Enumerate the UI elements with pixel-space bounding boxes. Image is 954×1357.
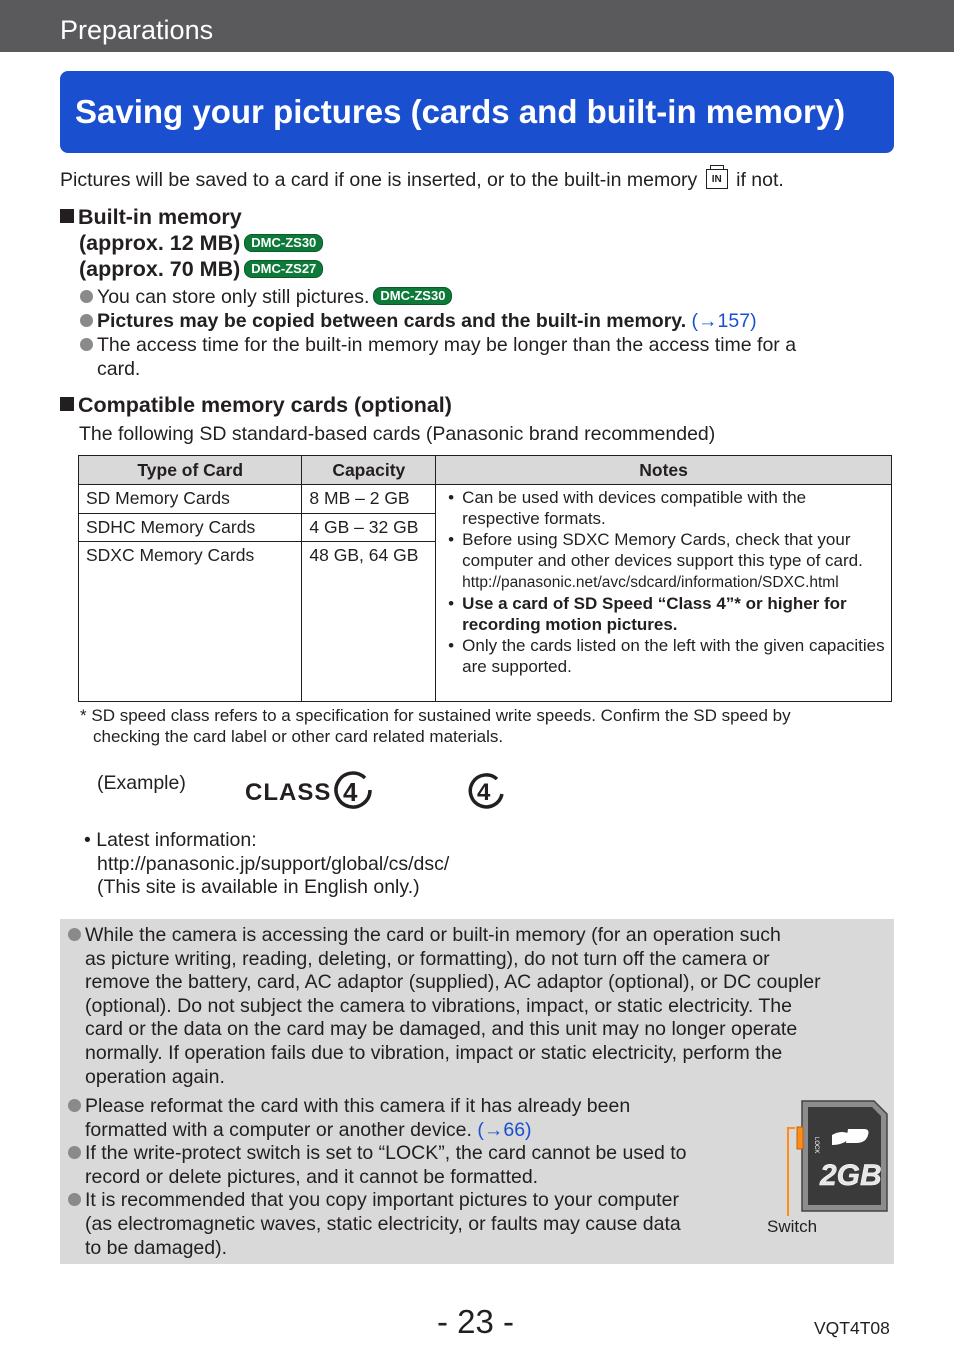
document-code: VQT4T08 [814, 1318, 890, 1338]
sd-card-illustration [788, 1099, 890, 1220]
page-title: Saving your pictures (cards and built-in memory) [75, 93, 846, 130]
table-cell-type: SDHC Memory Cards [79, 514, 302, 542]
builtin-memory-heading: Built-in memory [60, 204, 242, 230]
example-label: (Example) [97, 772, 186, 794]
table-cell-notes [436, 485, 892, 702]
bullet-dot-icon [80, 338, 93, 351]
speed-class-4-icon [468, 772, 506, 815]
note-item: • Before using SDXC Memory Cards, check that your computer and other devices support this type of card. http://panasonic.net/avc/sdcard/information/SDXC.html [444, 529, 885, 593]
page-ref-link[interactable]: (→66) [477, 1118, 532, 1141]
table-cell-type: SDXC Memory Cards [79, 542, 302, 702]
builtin-zs30-capacity: (approx. 12 MB) DMC-ZS30 [79, 230, 323, 256]
square-bullet-icon [60, 397, 74, 411]
bullet-dot-icon [68, 1193, 81, 1206]
model-badge: DMC-ZS30 [373, 287, 452, 305]
page-number: - 23 - [437, 1303, 515, 1340]
speed-class-footnote: * SD speed class refers to a specification for sustained write speeds. Confirm the SD speed by checking the card label or other card related materials. [80, 706, 791, 746]
page-ref-link[interactable]: (→157) [691, 310, 757, 332]
table-cell-capacity: 48 GB, 64 GB [302, 542, 436, 702]
builtin-bullet-access-cont: card. [97, 358, 141, 380]
bullet-dot-icon [80, 290, 93, 303]
write-protect-switch-icon [797, 1127, 803, 1149]
table-cell-type: SD Memory Cards [79, 485, 302, 514]
model-badge: DMC-ZS30 [244, 234, 323, 252]
compatible-cards-heading: Compatible memory cards (optional) [60, 392, 452, 418]
square-bullet-icon [60, 209, 74, 223]
page-title-box [60, 71, 894, 153]
model-badge: DMC-ZS27 [244, 260, 323, 278]
builtin-bullet-access: The access time for the built-in memory may be longer than the access time for a [80, 333, 796, 357]
note-item: • Only the cards listed on the left with the given capacities are supported. [444, 635, 885, 677]
builtin-bullet-copy: Pictures may be copied between cards and the built-in memory. (→157) [80, 309, 757, 333]
english-only-note: (This site is available in English only.) [97, 876, 420, 898]
note-item: • Use a card of SD Speed “Class 4”* or higher for recording motion pictures. [444, 593, 885, 635]
built-in-memory-icon: IN [706, 169, 728, 189]
bullet-dot-icon [68, 1146, 81, 1159]
sdxc-url[interactable]: http://panasonic.net/avc/sdcard/information/SDXC.html [462, 574, 839, 591]
class-num: 4 [343, 777, 358, 807]
section-title: Preparations [60, 15, 214, 45]
latest-info-label: • Latest information: [84, 829, 257, 851]
builtin-bullet-still: You can store only still pictures. DMC-ZS30 [80, 285, 452, 309]
notice-paragraph-reformat: Please reformat the card with this camera if it has already been formatted with a computer or another device. (→66) If the write-protect switch is set to “LOCK”, the card cannot be used to record or delete pictures, and it cannot be formatted. It is recommended that you copy important pictures to your computer (as electromagnetic waves, static electricity, or faults may cause data to be damaged). [68, 1095, 687, 1260]
builtin-zs27-capacity: (approx. 70 MB) DMC-ZS27 [79, 256, 323, 282]
bullet-dot-icon [68, 1099, 81, 1112]
switch-leader-line [785, 1126, 797, 1218]
bullet-dot-icon [68, 928, 81, 941]
intro-text: Pictures will be saved to a card if one is inserted, or to the built-in memory IN if not. [60, 169, 784, 191]
note-item: • Can be used with devices compatible with the respective formats. [444, 487, 885, 529]
table-cell-capacity: 4 GB – 32 GB [302, 514, 436, 542]
card-compatibility-table [78, 455, 892, 702]
capacity-text: 2GB [820, 1159, 882, 1192]
column-header: Notes [436, 456, 892, 485]
class4-logo-icon [245, 770, 375, 817]
column-header: Type of Card [79, 456, 302, 485]
lock-text: LOCK [813, 1137, 819, 1154]
class-text: CLASS [245, 779, 332, 806]
bullet-dot-icon [80, 314, 93, 327]
notice-paragraph-access: While the camera is accessing the card or built-in memory (for an operation such as picture writing, reading, deleting, or formatting), do not turn off the camera or remove the battery, card, AC adaptor (supplied), AC adaptor (optional), or DC coupler (optional). Do not subject the camera to vibrations, impact, or static electricity. The card or the data on the card may be damaged, and this unit may no longer operate normally. If operation fails due to vibration, impact or static electricity, perform the operation again. [68, 924, 821, 1089]
switch-label: Switch [767, 1217, 818, 1236]
support-url[interactable]: http://panasonic.jp/support/global/cs/dsc/ [97, 853, 450, 875]
compatible-intro: The following SD standard-based cards (Panasonic brand recommended) [79, 423, 716, 445]
class-num: 4 [477, 779, 491, 806]
column-header: Capacity [302, 456, 436, 485]
table-cell-capacity: 8 MB – 2 GB [302, 485, 436, 514]
section-header-bar [0, 0, 954, 52]
